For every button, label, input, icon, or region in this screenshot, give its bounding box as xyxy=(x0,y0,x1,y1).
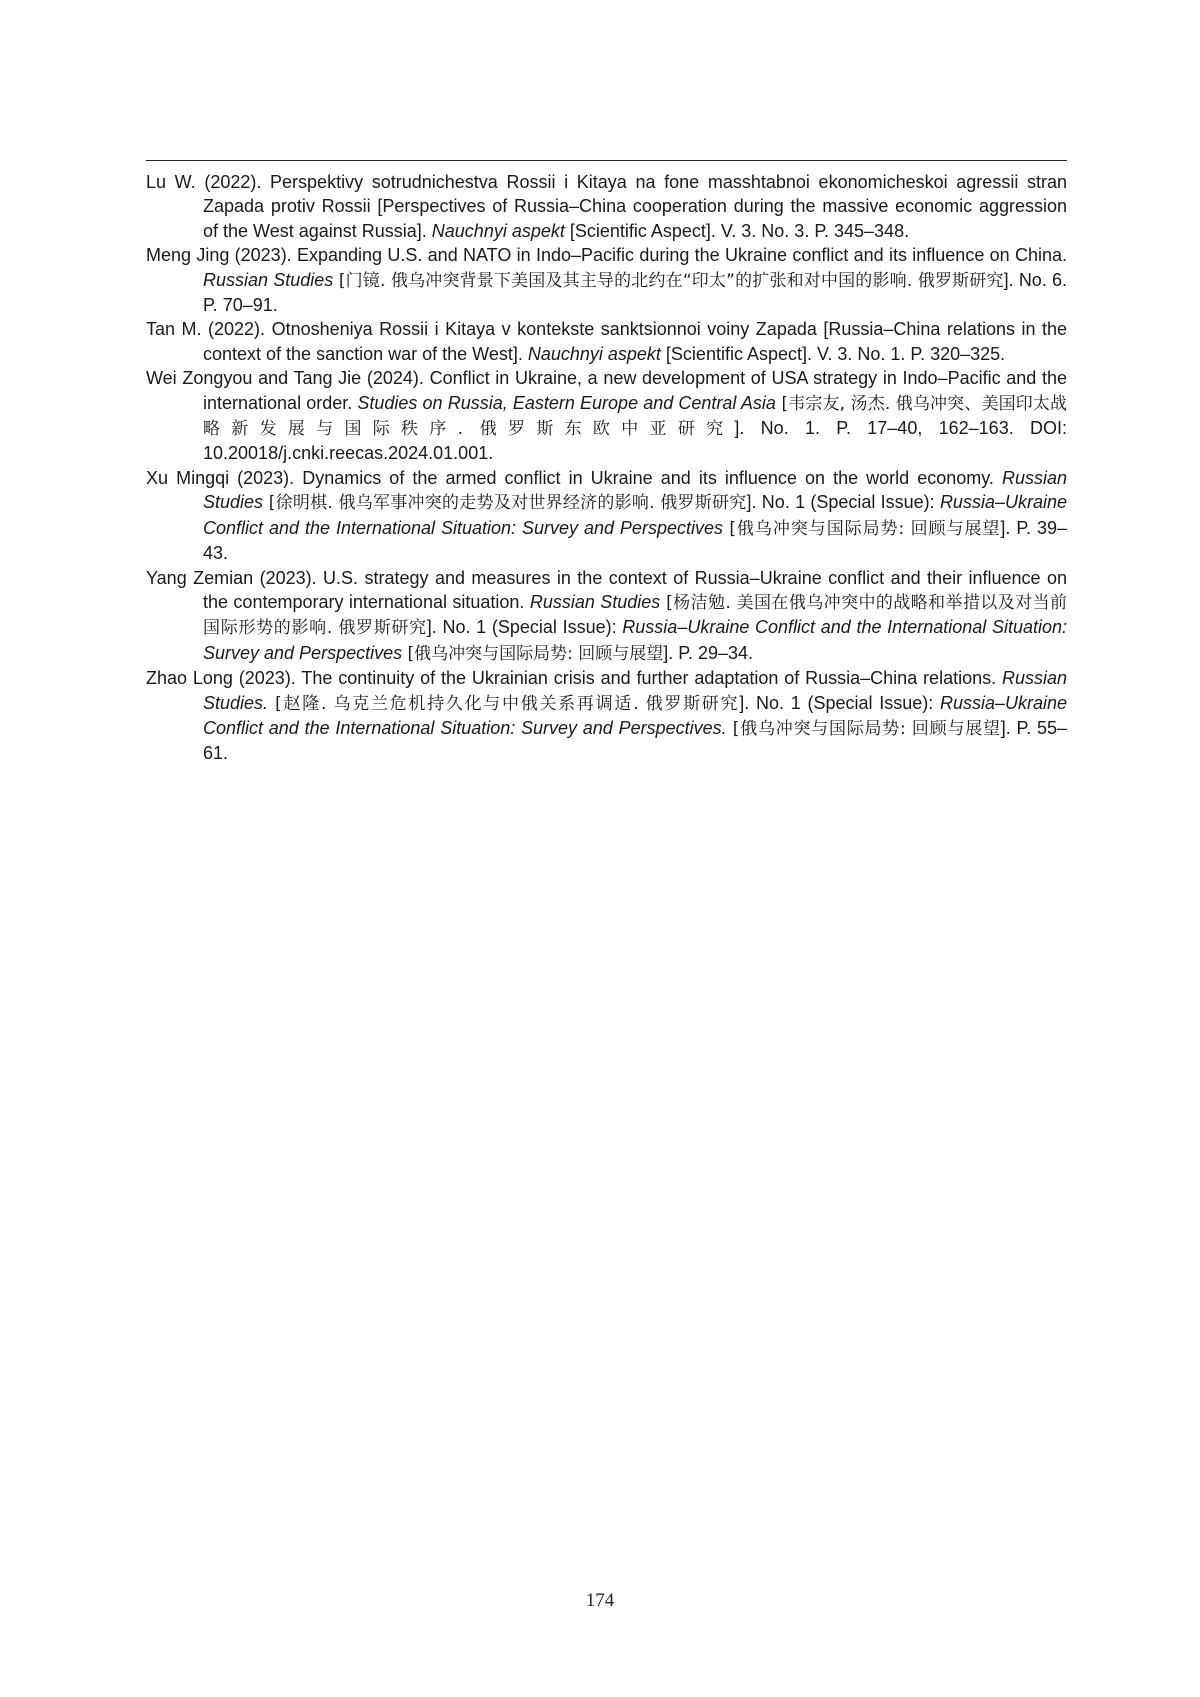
reference-item xyxy=(146,666,1067,766)
ref-author: Lu W. (2022). xyxy=(146,172,262,192)
footnote-rule xyxy=(146,160,1067,161)
ref-title: The continuity of the Ukrainian crisis and further adaptation of Russia–China relations. xyxy=(295,668,1002,689)
ref-title: Otnosheniya Rossii i Kitaya v kontekste sanktsionnoi voiny Zapada [Russia–China relations in the context of the sanction war of the West]. xyxy=(203,319,1067,364)
reference-item xyxy=(146,566,1067,667)
ref-title: U.S. strategy and measures in the context of Russia–Ukraine conflict and their influence on the contemporary international situation. xyxy=(203,567,1068,612)
ref-journal-issue: Russia–Ukraine Conflict and the International Situation: Survey and Perspectives xyxy=(203,617,1067,663)
ref-mid: ]. No. 1 (Special Issue): xyxy=(746,492,940,513)
ref-mid: ]. No. 1 (Special Issue): xyxy=(739,692,940,713)
ref-journal-issue: Russia–Ukraine Conflict and the International Situation: Survey and Perspectives. xyxy=(203,692,1068,738)
ref-journal-issue: Russia–Ukraine Conflict and the International Situation: Survey and Perspectives xyxy=(203,492,1067,538)
ref-tail: ]. P. 29–34. xyxy=(663,642,754,663)
ref-journal: Nauchnyi aspekt xyxy=(431,220,565,241)
reference-item xyxy=(146,243,1067,317)
reference-list xyxy=(146,170,1067,766)
ref-journal: Russian Studies. xyxy=(203,668,1067,713)
ref-author: Zhao Long (2023). xyxy=(146,668,296,689)
ref-original: [徐明棋. 俄乌军事冲突的走势及对世界经济的影响. 俄罗斯研究 xyxy=(263,493,747,514)
ref-original-issue: [俄乌冲突与国际局势: 回顾与展望 xyxy=(726,718,1001,739)
ref-journal: Nauchnyi aspekt xyxy=(527,343,661,364)
ref-author: Yang Zemian (2023). xyxy=(146,567,317,588)
ref-original: [杨洁勉. 美国在俄乌冲突中的战略和举措以及对当前国际形势的影响. 俄罗斯研究 xyxy=(203,592,1067,639)
ref-original: [韦宗友, 汤杰. 俄乌冲突、美国印太战略新发展与国际秩序. 俄罗斯东欧中亚研究 xyxy=(203,393,1067,440)
ref-title: Perspektivy sotrudnichestva Rossii i Kitaya na fone masshtabnoi ekonomicheskoi agressii stran Zapada protiv Rossii [Perspectives of Russia–China cooperation during the massive economic aggression of the West against Russia]. xyxy=(203,172,1067,241)
page-number: 174 xyxy=(585,1590,615,1611)
ref-author: Wei Zongyou and Tang Jie (2024). xyxy=(146,368,424,389)
ref-journal: Russian Studies xyxy=(203,269,334,290)
reference-item xyxy=(146,317,1067,366)
reference-item xyxy=(146,366,1067,466)
ref-original-issue: [俄乌冲突与国际局势: 回顾与展望 xyxy=(402,643,664,664)
ref-journal: Russian Studies xyxy=(203,467,1068,513)
ref-tail: ]. P. 55–61. xyxy=(203,717,1067,764)
ref-original: [赵隆. 乌克兰危机持久化与中俄关系再调适. 俄罗斯研究 xyxy=(268,693,740,714)
ref-author: Xu Mingqi (2023). xyxy=(146,467,295,488)
ref-tail: ]. P. 39–43. xyxy=(203,517,1067,564)
ref-tail: ]. No. 6. P. 70–91. xyxy=(203,269,1068,316)
reference-item xyxy=(146,170,1067,243)
ref-author: Tan M. (2022). xyxy=(146,319,266,340)
ref-journal: Studies on Russia, Eastern Europe and Central Asia xyxy=(357,392,776,413)
ref-original-issue: [俄乌冲突与国际局势: 回顾与展望 xyxy=(722,518,1001,539)
ref-title: Expanding U.S. and NATO in Indo–Pacific during the Ukraine conflict and its influence on China. xyxy=(291,245,1067,266)
ref-mid: ]. No. 1 (Special Issue): xyxy=(426,617,623,638)
ref-author: Meng Jing (2023). xyxy=(146,245,292,266)
ref-tail: ]. No. 1. P. 17–40, 162–163. DOI: 10.20018/j.cnki.reecas.2024.01.001. xyxy=(203,418,1067,464)
ref-tail: [Scientific Aspect]. V. 3. No. 1. P. 320–325. xyxy=(660,343,1006,364)
ref-tail: [Scientific Aspect]. V. 3. No. 3. P. 345–348. xyxy=(564,220,910,241)
ref-journal: Russian Studies xyxy=(529,591,661,612)
ref-original: [门镜. 俄乌冲突背景下美国及其主导的北约在“印太”的扩张和对中国的影响. 俄罗斯研究 xyxy=(333,270,1004,291)
ref-title: Dynamics of the armed conflict in Ukraine and its influence on the world economy. xyxy=(294,467,1002,488)
reference-item xyxy=(146,466,1067,566)
ref-title: Conflict in Ukraine, a new development of USA strategy in Indo–Pacific and the international order. xyxy=(203,368,1067,413)
